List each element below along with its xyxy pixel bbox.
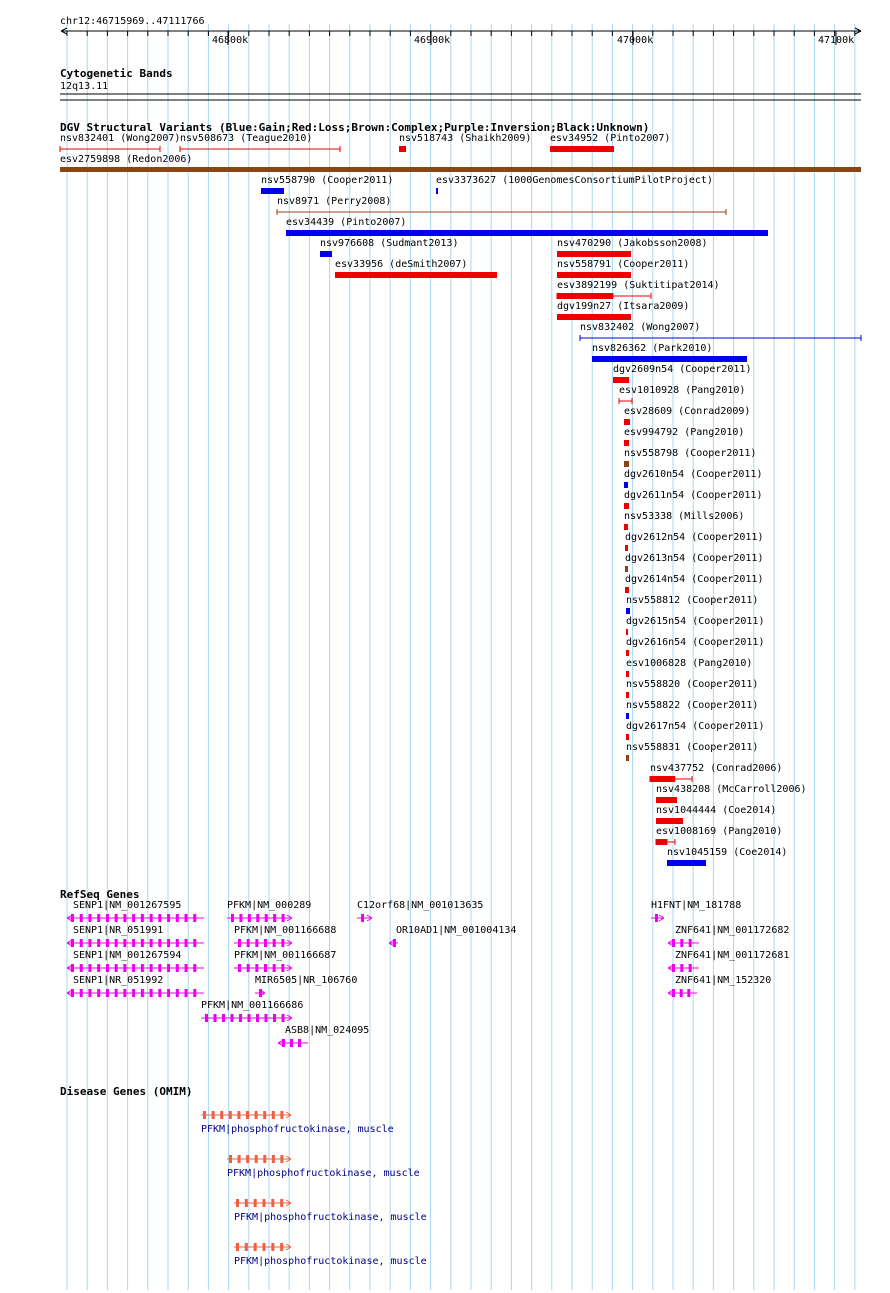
dgv-feature-label[interactable]: esv1006828 (Pang2010) [626,658,753,669]
gene-exon [97,989,100,997]
gene-exon [106,989,109,997]
dgv-feature-bar [261,188,284,194]
gene-exon [176,964,179,972]
gene-exon [361,914,364,922]
gene-exon [167,964,170,972]
gene-exon [132,939,135,947]
gene-exon [255,964,258,972]
refseq-gene-label[interactable]: ASB8|NM_024095 [285,1025,370,1036]
dgv-feature-label[interactable]: dgv2615n54 (Cooper2011) [626,616,765,627]
omim-gene-label[interactable]: PFKM|phosphofructokinase, muscle [234,1256,427,1267]
ruler-tick-label: 47000k [617,35,654,46]
dgv-feature-bar [60,167,861,172]
dgv-feature-label[interactable]: dgv2612n54 (Cooper2011) [625,532,764,543]
gene-exon [80,964,83,972]
refseq-gene-label[interactable]: MIR6505|NR_106760 [255,975,358,986]
omim-exon [212,1111,215,1119]
gene-exon [132,964,135,972]
dgv-feature-bar [626,650,629,656]
gene-exon [150,964,153,972]
dgv-feature-bar [557,272,631,278]
gene-exon [689,939,692,947]
omim-exon [280,1111,283,1119]
omim-exon [254,1243,257,1251]
dgv-feature-label[interactable]: nsv1045159 (Coe2014) [667,847,788,858]
dgv-track-title[interactable]: DGV Structural Variants (Blue:Gain;Red:Loss;Brown:Complex;Purple:Inversion;Black:Unknown) [60,121,650,134]
gene-exon [687,989,690,997]
omim-exon [220,1111,223,1119]
dgv-feature-bar [626,629,628,635]
gene-exon [158,939,161,947]
dgv-feature-label[interactable]: esv994792 (Pang2010) [624,427,745,438]
gene-exon [158,964,161,972]
dgv-feature-bar [320,251,332,257]
refseq-gene-label[interactable]: PFKM|NM_000289 [227,900,312,911]
gene-exon [141,939,144,947]
omim-exon [280,1155,283,1163]
gene-exon [273,939,276,947]
omim-exon [236,1243,239,1251]
gene-exon [158,914,161,922]
dgv-feature-bar [550,146,614,152]
dgv-feature-label[interactable]: dgv2617n54 (Cooper2011) [626,721,765,732]
gene-exon [238,964,241,972]
gene-exon [231,914,234,922]
dgv-feature-bar [624,524,628,530]
gene-exon [106,964,109,972]
gene-exon [150,914,153,922]
dgv-feature-bar [557,251,631,257]
omim-track-title[interactable]: Disease Genes (OMIM) [60,1085,193,1098]
omim-exon [271,1199,274,1207]
gene-exon [97,914,100,922]
gene-exon [150,939,153,947]
dgv-feature-label[interactable]: nsv558812 (Cooper2011) [626,595,759,606]
omim-exon [236,1199,239,1207]
dgv-feature-label[interactable]: esv34439 (Pinto2007) [286,217,407,228]
dgv-feature-bar [624,440,629,446]
gene-exon [193,939,196,947]
gene-exon [214,1014,217,1022]
omim-exon [263,1243,266,1251]
dgv-feature-label[interactable]: dgv2614n54 (Cooper2011) [625,574,764,585]
gene-exon [88,964,91,972]
cytoband-label: 12q13.11 [60,81,109,92]
refseq-gene-label[interactable]: ZNF641|NM_001172681 [675,950,790,961]
omim-exon [280,1243,283,1251]
dgv-feature-label[interactable]: nsv508673 (Teague2010) [180,133,313,144]
dgv-feature-label[interactable]: esv2759898 (Redon2006) [60,154,193,165]
dgv-feature-label[interactable]: nsv437752 (Conrad2006) [650,763,783,774]
gene-exon [193,964,196,972]
gene-exon [88,914,91,922]
gene-exon [273,1014,276,1022]
gene-exon [680,939,683,947]
refseq-gene-label[interactable]: C12orf68|NM_001013635 [357,900,484,911]
dgv-feature-label[interactable]: nsv1044444 (Coe2014) [656,805,777,816]
dgv-feature-label[interactable]: nsv438208 (McCarroll2006) [656,784,807,795]
gene-exon [80,939,83,947]
dgv-feature-label[interactable]: dgv2610n54 (Cooper2011) [624,469,763,480]
dgv-feature-bar [624,419,630,425]
gene-exon [680,964,683,972]
gene-exon [265,914,268,922]
refseq-gene-label[interactable]: SENP1|NM_001267595 [73,900,182,911]
gene-exon [247,939,250,947]
gene-exon [282,1014,285,1022]
gene-exon [273,914,276,922]
omim-exon [271,1243,274,1251]
omim-exon [246,1155,249,1163]
gene-exon [185,939,188,947]
gene-exon [115,964,118,972]
gene-exon [176,989,179,997]
omim-exon [246,1111,249,1119]
dgv-feature-bar [613,377,629,383]
dgv-feature-label[interactable]: esv1008169 (Pang2010) [656,826,783,837]
gene-exon [80,989,83,997]
gene-exon [264,939,267,947]
dgv-feature-bar [626,755,629,761]
gene-exon [106,914,109,922]
ruler-location: chr12:46715969..47111766 [60,16,205,27]
dgv-feature-label[interactable]: dgv2611n54 (Cooper2011) [624,490,763,501]
gene-exon [185,914,188,922]
omim-exon [229,1155,232,1163]
dgv-feature-bar [667,860,706,866]
omim-exon [237,1111,240,1119]
dgv-feature-label[interactable]: dgv199n27 (Itsara2009) [557,301,690,312]
omim-exon [245,1243,248,1251]
dgv-feature-label[interactable]: dgv2613n54 (Cooper2011) [625,553,764,564]
omim-gene-label[interactable]: PFKM|phosphofructokinase, muscle [234,1212,427,1223]
gene-exon [248,914,251,922]
refseq-gene-label[interactable]: SENP1|NR_051991 [73,925,164,936]
omim-exon [263,1155,266,1163]
dgv-feature-label[interactable]: nsv558820 (Cooper2011) [626,679,759,690]
dgv-feature-bar [624,482,628,488]
dgv-feature-label[interactable]: nsv826362 (Park2010) [592,343,713,354]
refseq-gene-label[interactable]: OR10AD1|NM_001004134 [396,925,517,936]
dgv-feature-bar [625,587,629,593]
refseq-gene-label[interactable]: ZNF641|NM_001172682 [675,925,790,936]
gene-exon [132,914,135,922]
gene-exon [106,939,109,947]
refseq-track-title[interactable]: RefSeq Genes [60,888,140,901]
gene-exon [239,914,242,922]
gene-exon [247,964,250,972]
gene-exon [88,939,91,947]
dgv-feature-label[interactable]: nsv558822 (Cooper2011) [626,700,759,711]
refseq-gene-label[interactable]: ZNF641|NM_152320 [675,975,772,986]
gene-exon [167,939,170,947]
dgv-feature-label[interactable]: nsv832402 (Wong2007) [580,322,701,333]
gene-exon [123,939,126,947]
gene-exon [150,989,153,997]
dgv-feature-bar [335,272,497,278]
omim-exon [229,1111,232,1119]
gene-exon [88,989,91,997]
dgv-feature-bar [625,545,628,551]
ruler-tick-label: 47100k [818,35,855,46]
ruler-tick-label: 46900k [414,35,451,46]
gene-exon [239,1014,242,1022]
dgv-feature-label[interactable]: nsv558790 (Cooper2011) [261,175,394,186]
gene-exon [123,914,126,922]
gene-exon [141,989,144,997]
gene-exon [123,964,126,972]
dgv-feature-bar [656,797,677,803]
gene-exon [115,939,118,947]
gene-exon [689,964,692,972]
refseq-gene-label[interactable]: PFKM|NM_001166688 [234,925,337,936]
refseq-gene-label[interactable]: SENP1|NR_051992 [73,975,164,986]
omim-exon [272,1111,275,1119]
omim-exon [263,1111,266,1119]
gene-exon [256,1014,259,1022]
gene-exon [167,989,170,997]
gene-exon [265,1014,268,1022]
omim-gene-label[interactable]: PFKM|phosphofructokinase, muscle [227,1168,420,1179]
gene-exon [176,939,179,947]
gene-exon [141,914,144,922]
gene-exon [158,989,161,997]
omim-exon [272,1155,275,1163]
dgv-feature-label[interactable]: nsv558798 (Cooper2011) [624,448,757,459]
gene-exon [115,989,118,997]
gene-exon [97,939,100,947]
dgv-feature-label[interactable]: nsv470290 (Jakobsson2008) [557,238,708,249]
gene-exon [185,989,188,997]
gene-exon [193,914,196,922]
dgv-feature-bar [557,293,613,299]
dgv-feature-bar [436,188,438,194]
dgv-feature-label[interactable]: nsv8971 (Perry2008) [277,196,392,207]
gene-exon [290,1039,293,1047]
gene-exon [248,1014,251,1022]
gene-exon [115,914,118,922]
dgv-feature-label[interactable]: nsv558791 (Cooper2011) [557,259,690,270]
dgv-feature-bar [626,713,629,719]
omim-gene-label[interactable]: PFKM|phosphofructokinase, muscle [201,1124,394,1135]
dgv-feature-label[interactable]: esv33956 (deSmith2007) [335,259,468,270]
dgv-feature-bar [592,356,747,362]
omim-exon [238,1155,241,1163]
gene-exon [273,964,276,972]
dgv-feature-bar [399,146,406,152]
gene-exon [281,939,284,947]
gene-exon [185,964,188,972]
dgv-feature-label[interactable]: esv1010928 (Pang2010) [619,385,746,396]
cytoband-track-title[interactable]: Cytogenetic Bands [60,67,173,80]
gene-exon [231,1014,234,1022]
dgv-feature-bar [626,692,629,698]
dgv-feature-label[interactable]: esv3892199 (Suktitipat2014) [557,280,720,291]
gene-exon [193,989,196,997]
ruler-tick-label: 46800k [212,35,249,46]
refseq-gene-label[interactable]: PFKM|NM_001166686 [201,1000,304,1011]
gene-exon [655,914,658,922]
dgv-feature-label[interactable]: nsv832401 (Wong2007) [60,133,181,144]
gene-exon [132,989,135,997]
dgv-feature-bar [286,230,768,236]
gene-exon [222,1014,225,1022]
dgv-feature-label[interactable]: dgv2616n54 (Cooper2011) [626,637,765,648]
gene-exon [97,964,100,972]
dgv-feature-label[interactable]: nsv518743 (Shaikh2009) [399,133,532,144]
omim-exon [255,1111,258,1119]
dgv-feature-label[interactable]: esv3373627 (1000GenomesConsortiumPilotProject) [436,175,713,186]
dgv-feature-label[interactable]: nsv976608 (Sudmant2013) [320,238,459,249]
gene-exon [167,914,170,922]
gene-exon [256,914,259,922]
dgv-feature-bar [650,776,675,782]
gene-exon [255,939,258,947]
gene-exon [282,914,285,922]
dgv-feature-bar [626,608,630,614]
gene-exon [680,989,683,997]
omim-exon [280,1199,283,1207]
dgv-feature-bar [557,314,631,320]
gene-exon [264,964,267,972]
gene-exon [238,939,241,947]
dgv-feature-bar [624,461,629,467]
dgv-feature-label[interactable]: esv34952 (Pinto2007) [550,133,671,144]
gene-exon [205,1014,208,1022]
dgv-feature-bar [625,566,628,572]
dgv-feature-bar [656,818,683,824]
refseq-gene-label[interactable]: PFKM|NM_001166687 [234,950,337,961]
gene-exon [141,964,144,972]
dgv-feature-label[interactable]: dgv2609n54 (Cooper2011) [613,364,752,375]
gene-exon [123,989,126,997]
omim-exon [245,1199,248,1207]
omim-exon [203,1111,206,1119]
refseq-gene-label[interactable]: H1FNT|NM_181788 [651,900,742,911]
dgv-feature-label[interactable]: esv28609 (Conrad2009) [624,406,751,417]
omim-exon [255,1155,258,1163]
omim-exon [254,1199,257,1207]
dgv-feature-bar [626,734,629,740]
dgv-feature-bar [626,671,629,677]
dgv-feature-label[interactable]: nsv558831 (Cooper2011) [626,742,759,753]
gene-exon [176,914,179,922]
gene-exon [80,914,83,922]
refseq-gene-label[interactable]: SENP1|NM_001267594 [73,950,182,961]
omim-exon [263,1199,266,1207]
gene-exon [281,964,284,972]
gene-exon [298,1039,301,1047]
dgv-feature-bar [656,839,667,845]
dgv-feature-bar [624,503,629,509]
dgv-feature-label[interactable]: nsv53338 (Mills2006) [624,511,745,522]
